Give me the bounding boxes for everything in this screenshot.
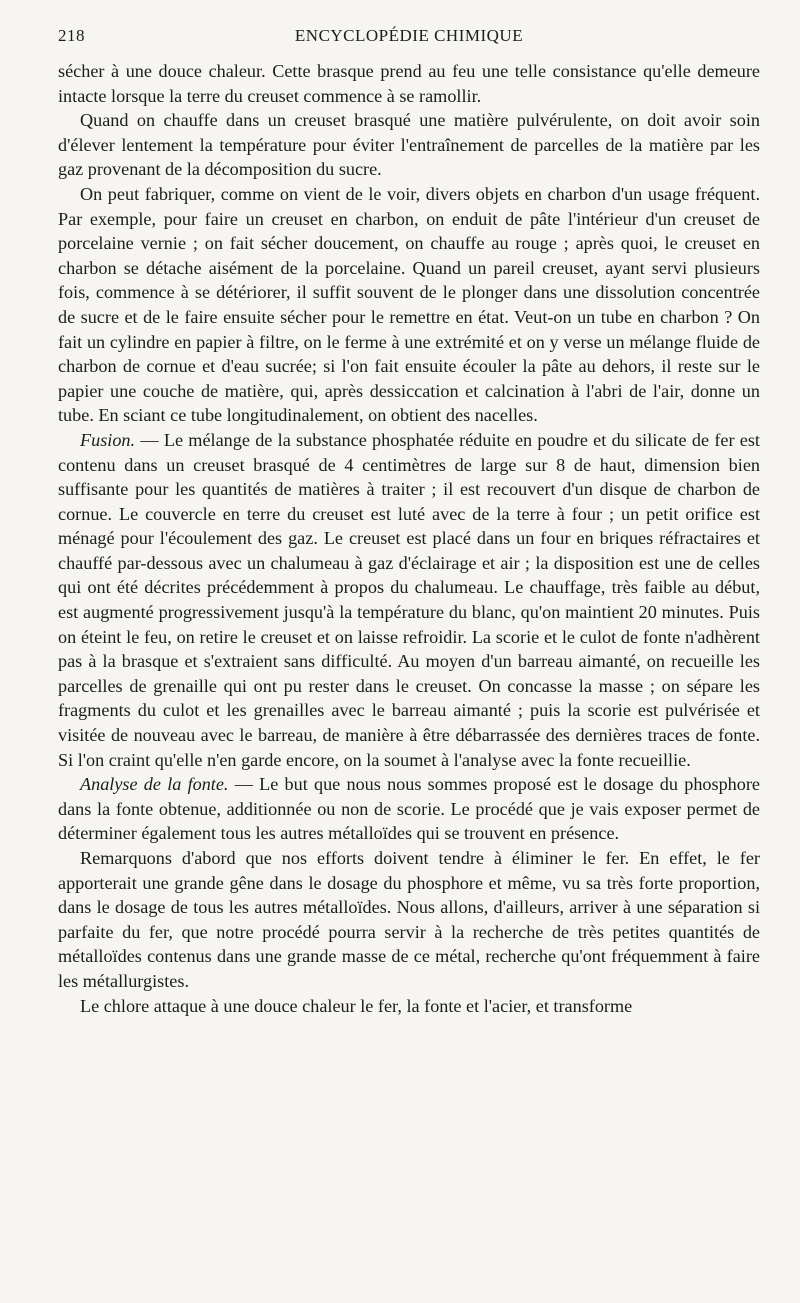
paragraph: Le chlore attaque à une douce chaleur le fer, la fonte et l'acier, et transforme (80, 995, 633, 1016)
page-header (58, 26, 760, 54)
paragraph-analyse: Analyse de la fonte. — Le but que nous nous sommes proposé est le dosage du phosphore dans la fonte obtenue, additionnée ou non de scorie. Le procédé que je vais exposer permet de déterminer également tous les autres métalloïdes qui se trouvent en présence. (58, 774, 760, 844)
running-title: ENCYCLOPÉDIE CHIMIQUE (294, 26, 524, 45)
section-lead: Fusion. (80, 429, 136, 450)
paragraph: sécher à une douce chaleur. Cette brasque prend au feu une telle consistance qu'elle demeure intacte lorsque la terre du creuset commence à se ramollir. (58, 61, 760, 106)
body-text (58, 59, 760, 1018)
paragraph: Quand on chauffe dans un creuset brasqué une matière pulvérulente, on doit avoir soin d'élever lentement la température pour éviter l'entraînement de parcelles de la matière par les gaz provenant de la décomposition du sucre. (58, 110, 760, 180)
paragraph-fusion: Fusion. — Le mélange de la substance phosphatée réduite en poudre et du silicate de fer est contenu dans un creuset brasqué de 4 centimètres de large sur 8 de haut, dimension bien suffisante pour les quantités de matières à traiter ; il est recouvert d'un disque de charbon de cornue. Le couvercle en terre du creuset est luté avec de la terre à four ; un petit orifice est ménagé pour l'écoulement des gaz. Le creuset est placé dans un four en briques réfractaires et chauffé par-dessous avec un chalumeau à gaz d'éclairage et air ; la disposition est une de celles qui ont été décrites précédemment à propos du chalumeau. Le chauffage, très faible au début, est augmenté progressivement jusqu'à la température du blanc, qu'on maintient 20 minutes. Puis on éteint le feu, on retire le creuset et on laisse refroidir. La scorie et le culot de fonte n'adhèrent pas à la brasque et s'extraient sans difficulté. Au moyen d'un barreau aimanté, on recueille les parcelles de grenaille qui ont pu rester dans le creuset. On concasse la masse ; on sépare les fragments du culot et les grenailles avec le barreau aimanté ; puis la scorie est pulvérisée et visitée de nouveau avec le barreau, de manière à être débarrassée des dernières traces de fonte. Si l'on craint qu'elle n'en garde encore, on la soumet à l'analyse avec la fonte recueillie. (58, 429, 760, 770)
paragraph: Remarquons d'abord que nos efforts doivent tendre à éliminer le fer. En effet, le fer apporterait une grande gêne dans le dosage du phosphore et même, vu sa très forte proportion, dans le dosage de tous les autres métalloïdes. Nous allons, d'ailleurs, arriver à une séparation si parfaite du fer, que notre procédé pourra servir à la recherche de très petites quantités de métalloïdes contenus dans une grande masse de ce métal, recherche qu'ont fréquemment à faire les métallurgistes. (58, 848, 760, 991)
page-number: 218 (58, 26, 85, 45)
paragraph: On peut fabriquer, comme on vient de le voir, divers objets en charbon d'un usage fréquent. Par exemple, pour faire un creuset en charbon, on enduit de pâte l'intérieur d'un creuset de porcelaine vernie ; on fait sécher doucement, on chauffe au rouge ; après quoi, le creuset en charbon se détache aisément de la porcelaine. Quand un pareil creuset, ayant servi plusieurs fois, commence à se détériorer, il suffit souvent de le plonger dans une dissolution concentrée de sucre et de le faire ensuite sécher pour le remettre en état. Veut-on un tube en charbon ? On fait un cylindre en papier à filtre, on le ferme à une extrémité et on y verse un mélange fluide de charbon de cornue et d'eau sucrée; si l'on fait ensuite écouler la pâte au dehors, il reste sur le papier une couche de matière, qui, après dessiccation et calcination à l'abri de l'air, donne un tube. En sciant ce tube longitudinalement, on obtient des nacelles. (58, 183, 760, 426)
section-lead: Analyse de la fonte. (80, 774, 229, 795)
